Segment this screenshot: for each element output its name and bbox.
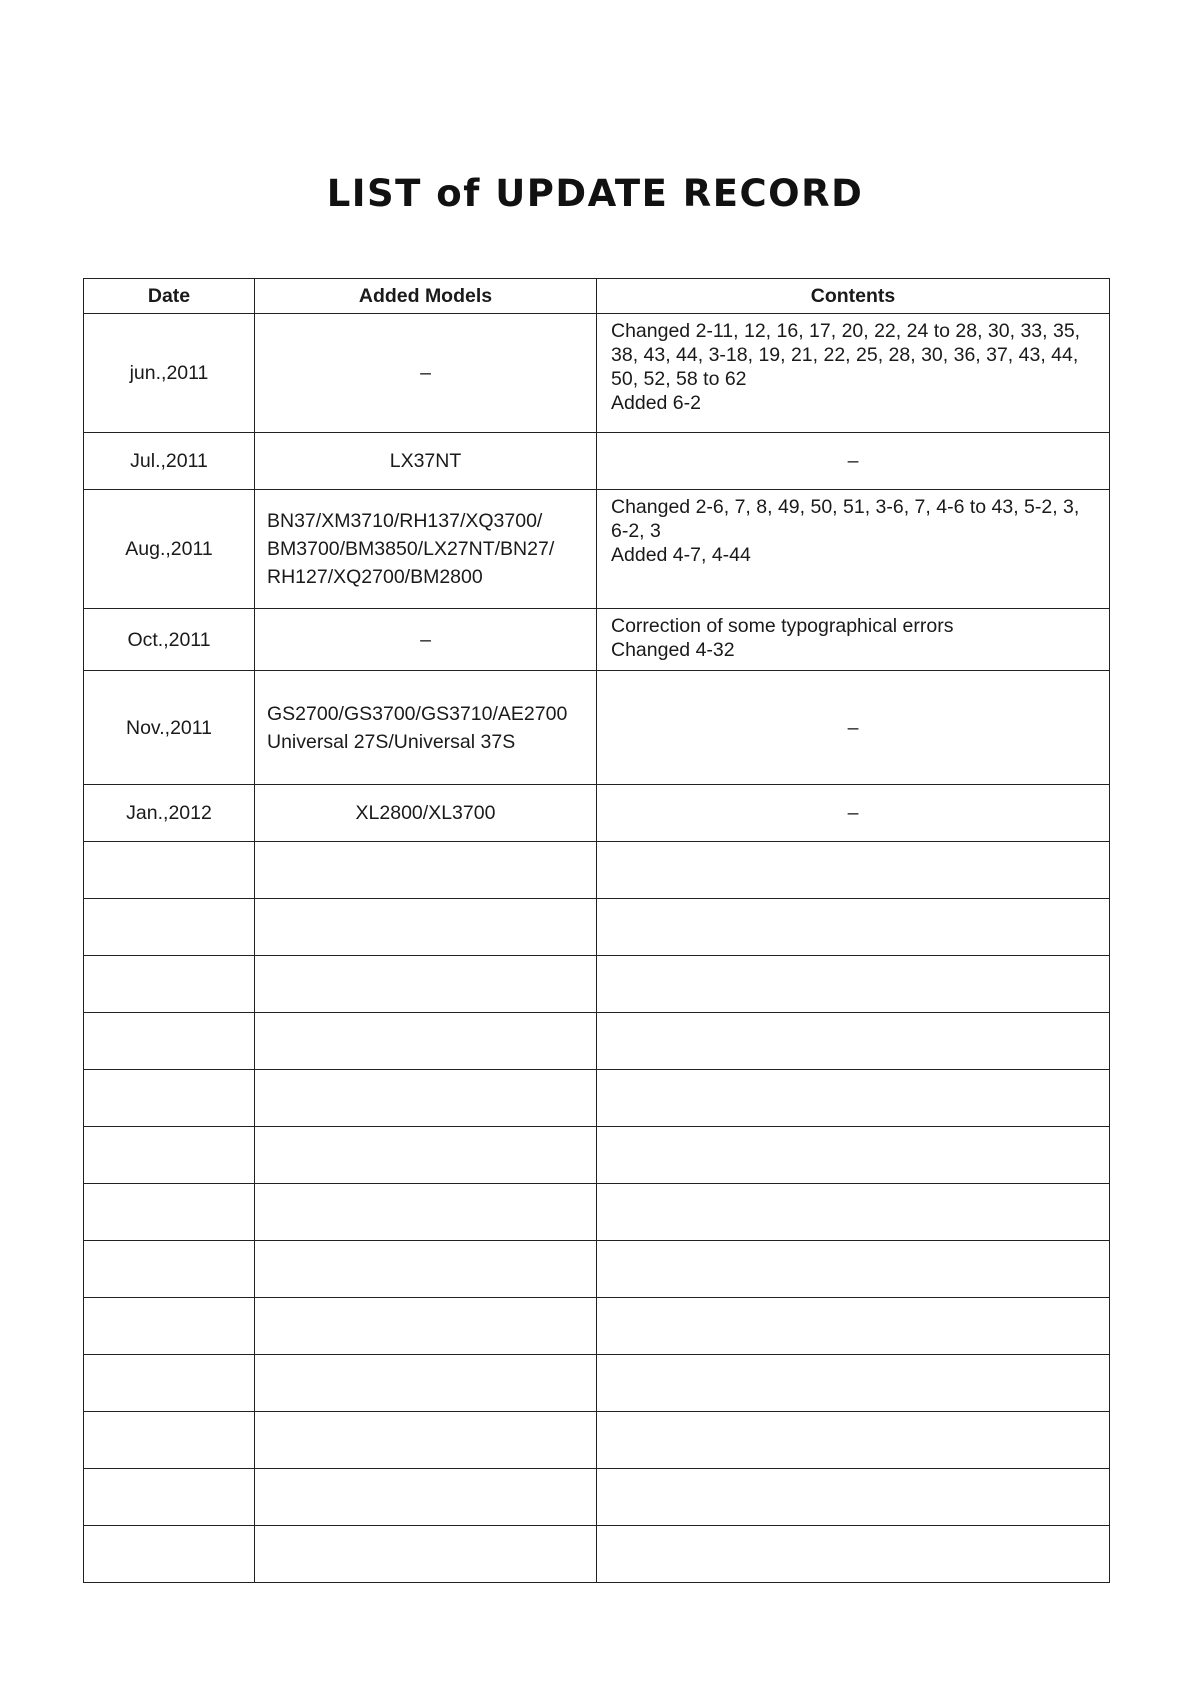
contents-cell	[597, 1469, 1110, 1526]
date-cell	[84, 1013, 255, 1070]
contents-line: 50, 52, 58 to 62	[611, 368, 747, 390]
models-cell	[255, 1355, 597, 1412]
date-cell: Oct.,2011	[84, 609, 255, 671]
contents-line: Correction of some typographical errors	[611, 615, 954, 637]
contents-cell	[597, 1127, 1110, 1184]
column-header-added-models: Added Models	[255, 279, 597, 314]
models-line: Universal 27S/Universal 37S	[267, 730, 516, 753]
contents-cell	[597, 490, 1110, 609]
contents-line: –	[847, 716, 859, 739]
contents-line: 6-2, 3	[611, 520, 661, 542]
date-cell: Nov.,2011	[84, 671, 255, 785]
contents-cell	[597, 433, 1110, 490]
contents-line: Changed 4-32	[611, 639, 735, 661]
models-cell	[255, 1298, 597, 1355]
empty-table-row	[84, 1412, 1110, 1469]
empty-table-row	[84, 956, 1110, 1013]
empty-table-row	[84, 1298, 1110, 1355]
models-cell	[255, 956, 597, 1013]
contents-cell	[597, 785, 1110, 842]
contents-cell	[597, 1184, 1110, 1241]
models-line: –	[420, 628, 431, 651]
contents-line: Added 6-2	[611, 392, 701, 414]
date-cell	[84, 842, 255, 899]
column-header-contents: Contents	[597, 279, 1110, 314]
contents-cell	[597, 1355, 1110, 1412]
date-cell	[84, 899, 255, 956]
empty-table-row	[84, 1526, 1110, 1583]
models-line: BM3700/BM3850/LX27NT/BN27/	[267, 538, 555, 560]
empty-rows-group	[84, 842, 1110, 1583]
date-cell	[84, 1355, 255, 1412]
table-row	[84, 314, 1110, 433]
date-cell	[84, 1526, 255, 1583]
page-title: LIST of UPDATE RECORD	[326, 172, 864, 215]
contents-line: Changed 2-6, 7, 8, 49, 50, 51, 3-6, 7, 4-6 to 43, 5-2, 3,	[611, 496, 1080, 518]
contents-line: Added 4-7, 4-44	[611, 544, 751, 566]
empty-table-row	[84, 1241, 1110, 1298]
empty-table-row	[84, 1127, 1110, 1184]
date-cell	[84, 1412, 255, 1469]
date-cell	[84, 1070, 255, 1127]
contents-cell	[597, 609, 1110, 671]
models-cell	[255, 842, 597, 899]
contents-cell	[597, 314, 1110, 433]
models-line: GS2700/GS3700/GS3710/AE2700	[267, 702, 568, 725]
models-cell	[255, 609, 597, 671]
models-cell	[255, 1469, 597, 1526]
models-line: –	[420, 362, 431, 384]
contents-cell	[597, 842, 1110, 899]
date-cell: Jul.,2011	[84, 433, 255, 490]
models-cell	[255, 671, 597, 785]
models-cell	[255, 1412, 597, 1469]
date-cell	[84, 1241, 255, 1298]
models-line: LX37NT	[389, 450, 462, 472]
empty-table-row	[84, 1469, 1110, 1526]
contents-cell	[597, 1013, 1110, 1070]
empty-table-row	[84, 1355, 1110, 1412]
models-cell	[255, 1526, 597, 1583]
date-cell	[84, 956, 255, 1013]
contents-line: –	[847, 802, 859, 824]
table-row	[84, 785, 1110, 842]
table-row	[84, 609, 1110, 671]
models-cell	[255, 490, 597, 609]
date-cell	[84, 1127, 255, 1184]
models-cell	[255, 1013, 597, 1070]
table-row	[84, 433, 1110, 490]
contents-cell	[597, 1298, 1110, 1355]
contents-cell	[597, 1070, 1110, 1127]
contents-cell	[597, 1241, 1110, 1298]
date-cell: jun.,2011	[84, 314, 255, 433]
contents-line: 38, 43, 44, 3-18, 19, 21, 22, 25, 28, 30, 36, 37, 43, 44,	[611, 344, 1079, 366]
date-cell: Aug.,2011	[84, 490, 255, 609]
date-cell	[84, 1469, 255, 1526]
date-cell: Jan.,2012	[84, 785, 255, 842]
table-row	[84, 490, 1110, 609]
empty-table-row	[84, 1184, 1110, 1241]
models-cell	[255, 899, 597, 956]
models-cell	[255, 785, 597, 842]
models-cell	[255, 314, 597, 433]
models-cell	[255, 1127, 597, 1184]
contents-line: Changed 2-11, 12, 16, 17, 20, 22, 24 to 28, 30, 33, 35,	[611, 320, 1081, 342]
empty-table-row	[84, 1013, 1110, 1070]
date-cell	[84, 1184, 255, 1241]
models-cell	[255, 433, 597, 490]
column-header-date: Date	[84, 279, 255, 314]
contents-cell	[597, 1412, 1110, 1469]
table-row	[84, 671, 1110, 785]
models-line: RH127/XQ2700/BM2800	[267, 566, 483, 588]
contents-cell	[597, 956, 1110, 1013]
models-cell	[255, 1070, 597, 1127]
empty-table-row	[84, 1070, 1110, 1127]
update-record-table	[83, 278, 1110, 1583]
models-line: XL2800/XL3700	[355, 802, 496, 824]
empty-table-row	[84, 899, 1110, 956]
contents-cell	[597, 899, 1110, 956]
empty-table-row	[84, 842, 1110, 899]
date-cell	[84, 1298, 255, 1355]
table-header-row	[84, 279, 1110, 314]
models-line: BN37/XM3710/RH137/XQ3700/	[267, 510, 543, 532]
contents-cell	[597, 1526, 1110, 1583]
models-cell	[255, 1241, 597, 1298]
contents-cell	[597, 671, 1110, 785]
contents-line: –	[847, 450, 859, 472]
models-cell	[255, 1184, 597, 1241]
